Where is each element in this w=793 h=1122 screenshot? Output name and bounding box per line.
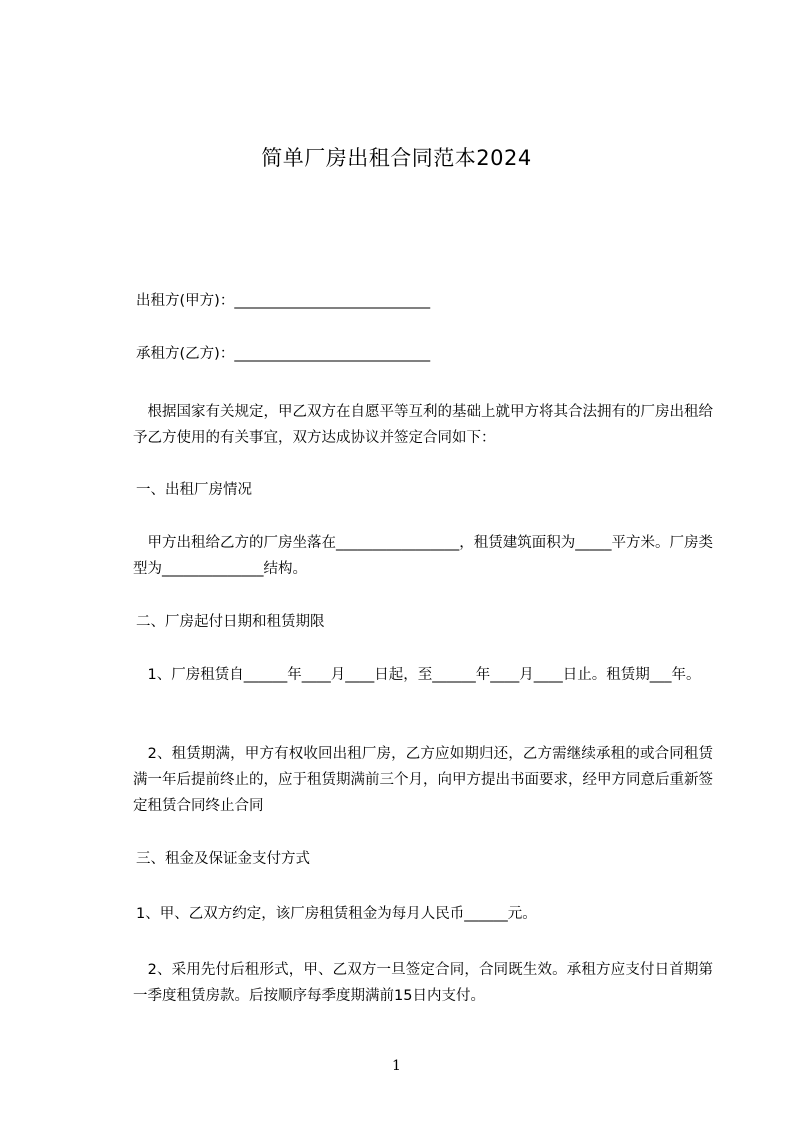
lessor-line: 出租方(甲方)：___________________________ <box>136 293 431 309</box>
section-3-heading: 三、租金及保证金支付方式 <box>136 851 310 867</box>
section-1-heading: 一、出租厂房情况 <box>136 482 252 498</box>
section-1-paragraph: 甲方出租给乙方的厂房坐落在_________________，租赁建筑面积为_____平方米。厂房类型为______________结构。 <box>133 535 713 577</box>
section-3-item-1: 1、甲、乙双方约定，该厂房租赁租金为每月人民币______元。 <box>136 906 537 922</box>
intro-paragraph: 根据国家有关规定，甲乙双方在自愿平等互利的基础上就甲方将其合法拥有的厂房出租给予乙方使用的有关事宜，双方达成协议并签定合同如下： <box>133 404 713 446</box>
section-2-item-2: 2、租赁期满，甲方有权收回出租厂房，乙方应如期归还，乙方需继续承租的或合同租赁满一年后提前终止的，应于租赁期满前三个月，向甲方提出书面要求，经甲方同意后重新签定租赁合同终止合同 <box>133 746 713 814</box>
page-title: 简单厂房出租合同范本2024 <box>261 146 532 170</box>
section-2-heading: 二、厂房起付日期和租赁期限 <box>136 614 325 630</box>
section-3-item-2: 2、采用先付后租形式，甲、乙双方一旦签定合同，合同既生效。承租方应支付日首期第一季度租赁房款。后按顺序每季度期满前15日内支付。 <box>133 962 713 1004</box>
section-2-item-1: 1、厂房租赁自______年____月____日起，至______年____月____日止。租赁期___年。 <box>133 667 701 683</box>
lessee-line: 承租方(乙方)：___________________________ <box>136 346 431 362</box>
page-number: 1 <box>392 1058 401 1074</box>
